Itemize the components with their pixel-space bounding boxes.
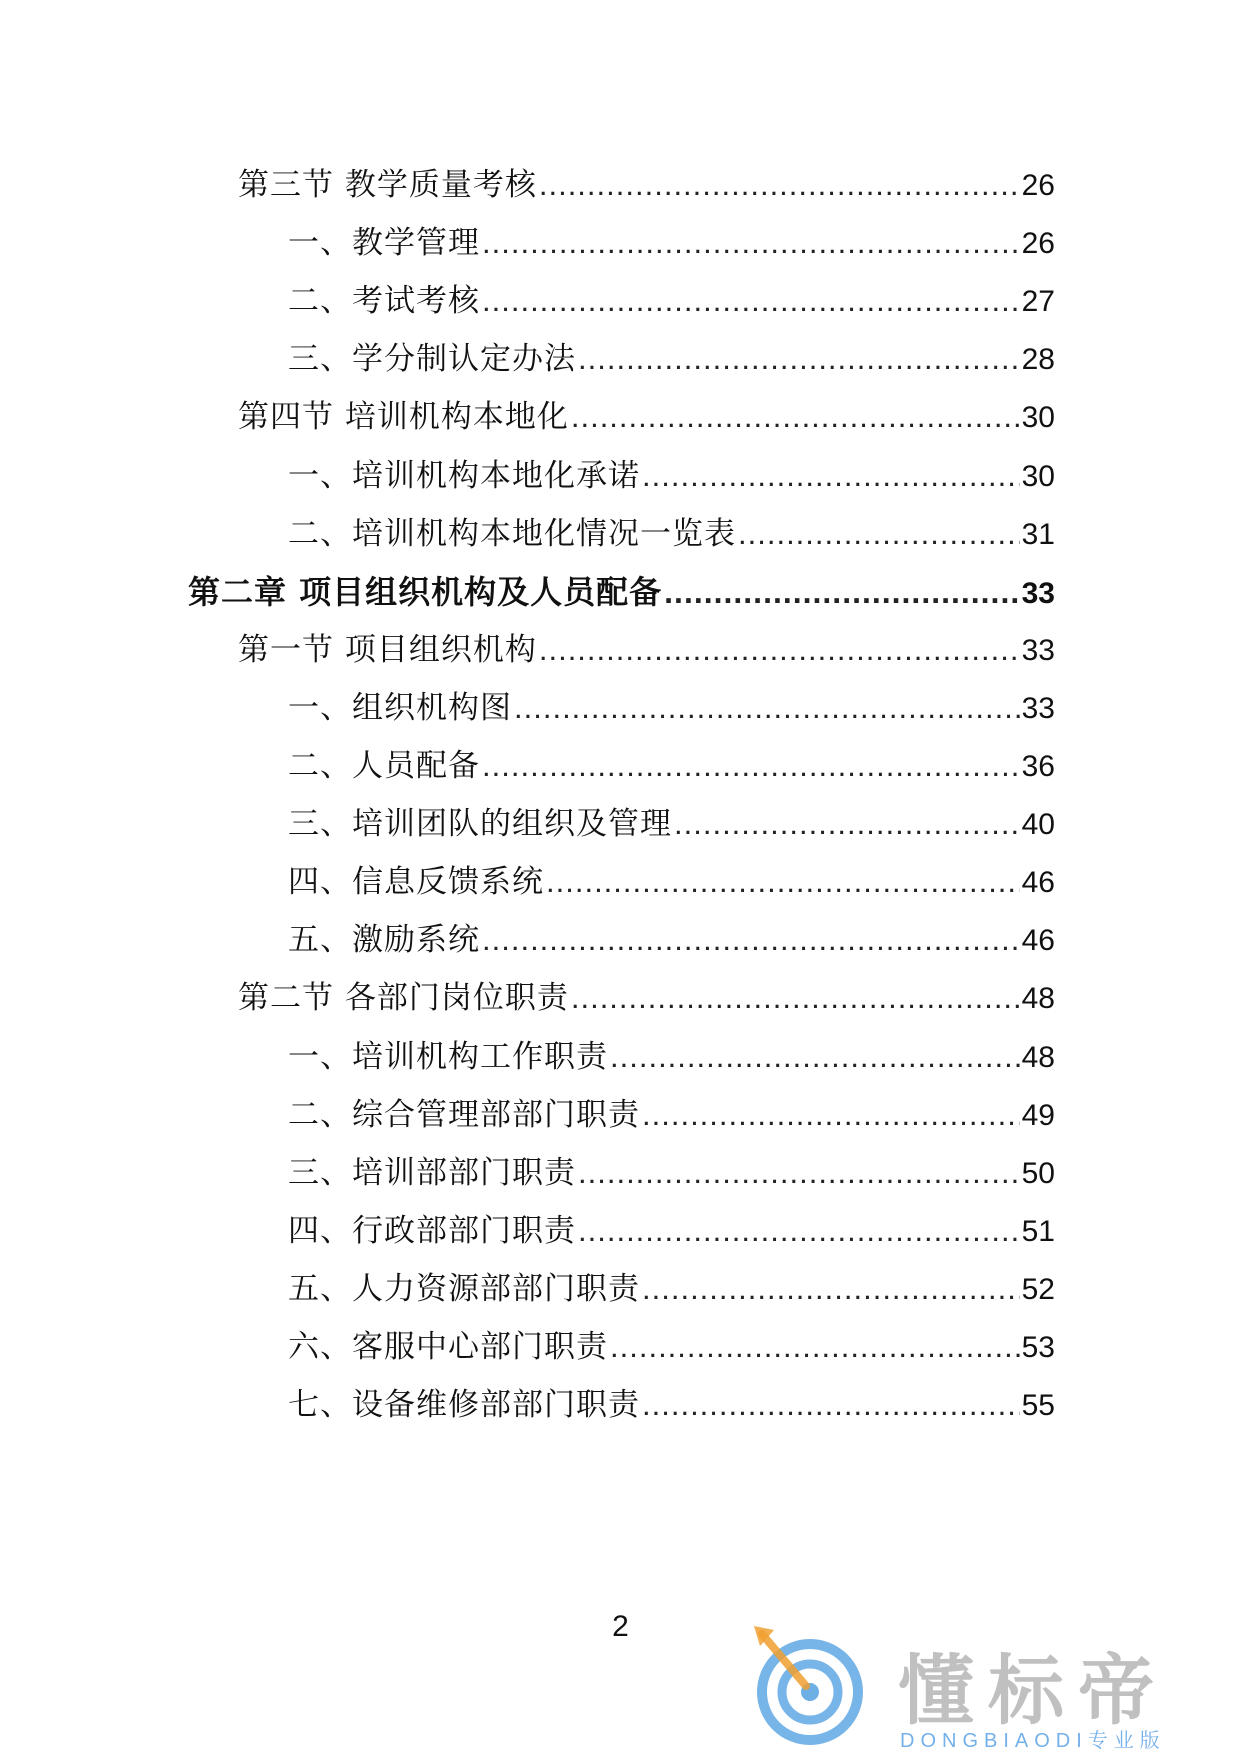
toc-entry-page: 55 — [1021, 1389, 1055, 1423]
toc-entry-label: 第三节 教学质量考核 — [238, 167, 537, 203]
toc-entry-page: 50 — [1021, 1156, 1055, 1190]
toc-entry-page: 28 — [1021, 343, 1055, 377]
toc-entry[interactable] — [288, 1090, 1055, 1140]
toc-dot-leader — [482, 218, 1020, 268]
toc-entry-label: 三、培训团队的组织及管理 — [288, 806, 672, 843]
toc-entry[interactable] — [288, 683, 1055, 733]
toc-entry-page: 40 — [1021, 808, 1055, 842]
toc-entry-page: 33 — [1021, 576, 1055, 610]
toc-entry-page: 27 — [1021, 285, 1055, 319]
toc-entry-label: 二、人员配备 — [288, 748, 480, 784]
toc-entry-page: 36 — [1021, 750, 1055, 783]
toc-entry[interactable] — [288, 218, 1055, 268]
toc-dot-leader — [610, 1032, 1020, 1082]
toc-dot-leader — [610, 1322, 1020, 1372]
toc-dot-leader — [578, 1206, 1020, 1256]
watermark — [748, 1624, 1228, 1752]
toc-entry[interactable] — [288, 799, 1055, 849]
toc-entry-label: 一、培训机构本地化承诺 — [288, 457, 640, 494]
toc-entry-page: 48 — [1021, 1040, 1055, 1074]
toc-entry[interactable] — [288, 857, 1055, 907]
toc-entry-label: 四、信息反馈系统 — [288, 864, 544, 901]
toc-entry[interactable] — [238, 625, 1055, 675]
toc-dot-leader — [674, 799, 1020, 849]
toc-dot-leader — [571, 973, 1020, 1023]
toc-dot-leader — [578, 334, 1020, 384]
toc-entry[interactable] — [288, 1264, 1055, 1314]
toc-entry-page: 48 — [1021, 982, 1055, 1016]
toc-entry-page: 31 — [1021, 517, 1055, 551]
toc-entry-page: 46 — [1021, 924, 1055, 958]
toc-dot-leader — [482, 276, 1020, 326]
toc-dot-leader — [738, 509, 1020, 559]
toc-entry-label: 一、组织机构图 — [288, 689, 512, 726]
toc-dot-leader — [546, 857, 1020, 907]
toc-entry[interactable] — [188, 567, 1055, 617]
toc-dot-leader — [642, 1090, 1020, 1140]
toc-entry-page: 53 — [1021, 1331, 1055, 1364]
toc-entry-page: 51 — [1021, 1214, 1055, 1248]
toc-dot-leader — [642, 451, 1020, 501]
toc-dot-leader — [482, 915, 1020, 965]
toc-entry-page: 30 — [1021, 401, 1055, 435]
toc-entry[interactable] — [288, 1032, 1055, 1082]
toc-entry-label: 二、综合管理部部门职责 — [288, 1096, 640, 1133]
toc-entry-label: 第一节 项目组织机构 — [238, 631, 537, 668]
toc-entry-label: 六、客服中心部门职责 — [288, 1329, 608, 1365]
toc-entry-page: 26 — [1021, 169, 1055, 202]
toc-entry-label: 第四节 培训机构本地化 — [238, 399, 569, 436]
toc-entry-label: 四、行政部部门职责 — [288, 1212, 576, 1249]
toc-entry-label: 七、设备维修部部门职责 — [288, 1387, 640, 1424]
toc-dot-leader — [642, 1264, 1020, 1314]
target-logo-icon — [748, 1624, 866, 1748]
toc-dot-leader — [539, 160, 1020, 210]
toc-entry-page: 33 — [1021, 691, 1055, 725]
toc-entry-label: 五、激励系统 — [288, 922, 480, 959]
toc-entry-label: 二、考试考核 — [288, 283, 480, 320]
toc-entry-label: 三、学分制认定办法 — [288, 341, 576, 378]
toc-dot-leader — [642, 1380, 1020, 1430]
toc-entry[interactable] — [288, 915, 1055, 965]
toc-entry-page: 30 — [1021, 459, 1055, 493]
watermark-brand: 懂标帝 — [898, 1646, 1168, 1735]
toc-dot-leader — [571, 392, 1020, 442]
toc-dot-leader — [578, 1148, 1020, 1198]
toc-entry[interactable] — [288, 1206, 1055, 1256]
toc-entry-label: 第二章 项目组织机构及人员配备 — [188, 572, 663, 611]
toc-entry[interactable] — [288, 276, 1055, 326]
toc-entry-label: 一、培训机构工作职责 — [288, 1038, 608, 1075]
toc-dot-leader — [664, 567, 1019, 617]
toc-entry-label: 五、人力资源部部门职责 — [288, 1270, 640, 1307]
toc-entry-label: 一、教学管理 — [288, 225, 480, 262]
toc-entry[interactable] — [288, 741, 1055, 791]
toc-dot-leader — [539, 625, 1020, 675]
toc-entry-page: 33 — [1021, 633, 1055, 667]
toc-dot-leader — [482, 741, 1020, 791]
toc-entry[interactable] — [288, 1148, 1055, 1198]
toc-entry[interactable] — [238, 392, 1055, 442]
toc-entry-label: 三、培训部部门职责 — [288, 1154, 576, 1191]
toc-entry-page: 49 — [1021, 1098, 1055, 1132]
toc-entry[interactable] — [288, 451, 1055, 501]
watermark-subtitle: DONGBIAODI专业版 — [900, 1730, 1166, 1752]
toc-entry-label: 第二节 各部门岗位职责 — [238, 980, 569, 1017]
toc-entry-page: 26 — [1021, 227, 1055, 261]
toc-entry[interactable] — [288, 334, 1055, 384]
toc-entry[interactable] — [238, 160, 1055, 210]
page-number: 2 — [612, 1610, 629, 1643]
toc-entry[interactable] — [238, 973, 1055, 1023]
toc-entry[interactable] — [288, 1322, 1055, 1372]
toc-dot-leader — [514, 683, 1020, 733]
toc-entry[interactable] — [288, 509, 1055, 559]
toc-entry-page: 52 — [1021, 1272, 1055, 1306]
toc-entry-label: 二、培训机构本地化情况一览表 — [288, 515, 736, 552]
toc-entry[interactable] — [288, 1380, 1055, 1430]
toc-entry-page: 46 — [1021, 866, 1055, 900]
